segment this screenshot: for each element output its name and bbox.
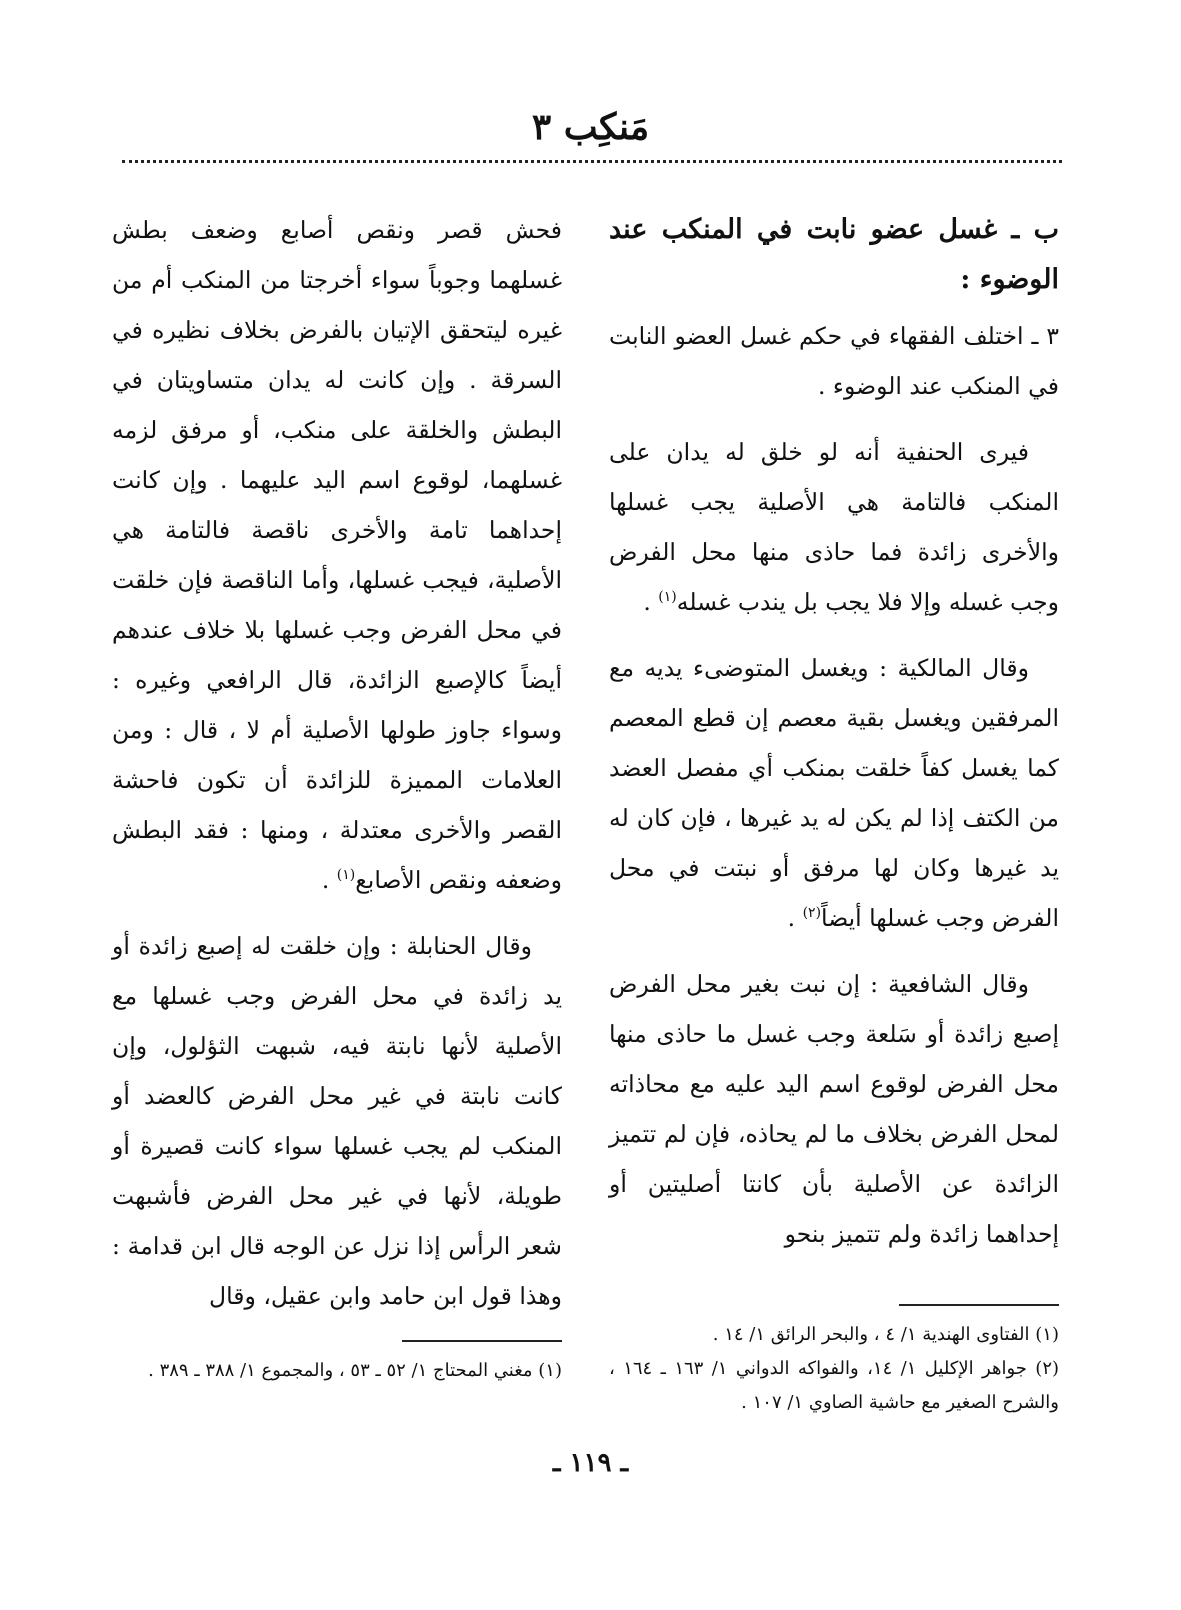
footnote-ref-1[interactable]: (١) [336,867,356,884]
paragraph-hanafi: فيرى الحنفية أنه لو خلق له يدان على المنكب فالتامة هي الأصلية يجب غسلها والأخرى زائدة فما حاذى منها محل الفرض وجب غسله وإلا فلا يجب بل يندب غسله$^{(١)}$ . [609,438,1059,616]
footnote-item: (٢) جواهر الإكليل ١/ ١٤، والفواكه الدواني ١/ ١٦٣ ـ ١٦٤ ، والشرح الصغير مع حاشية الصاوي ١/ ١٠٧ . [609,1358,1060,1413]
footnote-rule [899,1304,1059,1306]
header-dotted-rule [122,160,1062,163]
paragraph-shafii-continued: فحش قصر ونقص أصابع وضعف بطش غسلهما وجوباً سواء أخرجتا من المنكب أم من غيره ليتحقق الإتيان بالفرض بخلاف نظيره في السرقة . وإن كانت له يدان متساويتان في البطش والخلقة على منكب، أو مرفق لزمه غسلهما، لوقوع اسم اليد عليهما . وإن كانت إحداهما تامة والأخرى ناقصة فالتامة هي الأصلية، فيجب غسلها، وأما الناقصة فإن خلقت في محل الفرض وجب غسلها بلا خلاف عندهم أيضاً كالإصبع الزائدة، قال الرافعي وغيره : وسواء جاوز طولها الأصلية أم لا ، قال : ومن العلامات المميزة للزائدة أن تكون فاحشة القصر والأخرى معتدلة ، ومنها : فقد البطش وضعفه ونقص الأصابع$^{(١)}$ . [112,216,562,894]
footnotes-left [112,1334,562,1388]
section-heading: ب ـ غسل عضو نابت في المنكب عند الوضوء : [609,214,1059,295]
page-title: مَنكِب ٣ [531,106,650,148]
footnotes-right [609,1298,1059,1420]
paragraph-hanbali: وقال الحنابلة : وإن خلقت له إصبع زائدة أو يد زائدة في محل الفرض وجب غسلها مع الأصلية لأنها نابتة فيه، شبهت الثؤلول، وإن كانت نابتة في غير محل الفرض كالعضد أو المنكب لم يجب غسلها سواء كانت قصيرة أو طويلة، لأنها في غير محل الفرض فأشبهت شعر الرأس إذا نزل عن الوجه قال ابن قدامة : وهذا قول ابن حامد وابن عقيل، وقال [112,932,562,1310]
left-column [112,205,562,1337]
footnote-ref-1[interactable]: (١) [658,589,677,606]
paragraph-maliki: وقال المالكية : ويغسل المتوضىء يديه مع المرفقين ويغسل بقية معصم إن قطع المعصم كما يغسل كفاً خلقت بمنكب أي مفصل العضد من الكتف إذا لم يكن له يد غيرها ، فإن كان له يد غيرها وكان لها مرفق أو نبتت في محل الفرض وجب غسلها أيضاً$^{(٢)}$ . [609,654,1059,932]
paragraph-intro: ٣ ـ اختلف الفقهاء في حكم غسل العضو النابت في المنكب عند الوضوء . [609,322,1059,400]
footnote-ref-2[interactable]: (٢) [802,905,822,922]
footnote-item: (١) مغني المحتاج ١/ ٥٢ ـ ٥٣ ، والمجموع ١/ ٣٨٨ ـ ٣٨٩ . [148,1360,562,1381]
page-number: ـ ١١٩ ـ [552,1448,629,1478]
footnote-item: (١) الفتاوى الهندية ١/ ٤ ، والبحر الرائق ١/ ١٤ . [712,1324,1059,1345]
footnote-rule [402,1340,562,1342]
right-column [609,205,1059,1275]
paragraph-shafii: وقال الشافعية : إن نبت بغير محل الفرض إصبع زائدة أو سَلعة وجب غسل ما حاذى منها محل الفرض لوقوع اسم اليد عليه مع محاذاته لمحل الفرض بخلاف ما لم يحاذه، فإن لم تتميز الزائدة عن الأصلية بأن كانتا أصليتين أو إحداهما زائدة ولم تتميز بنحو [609,970,1059,1248]
